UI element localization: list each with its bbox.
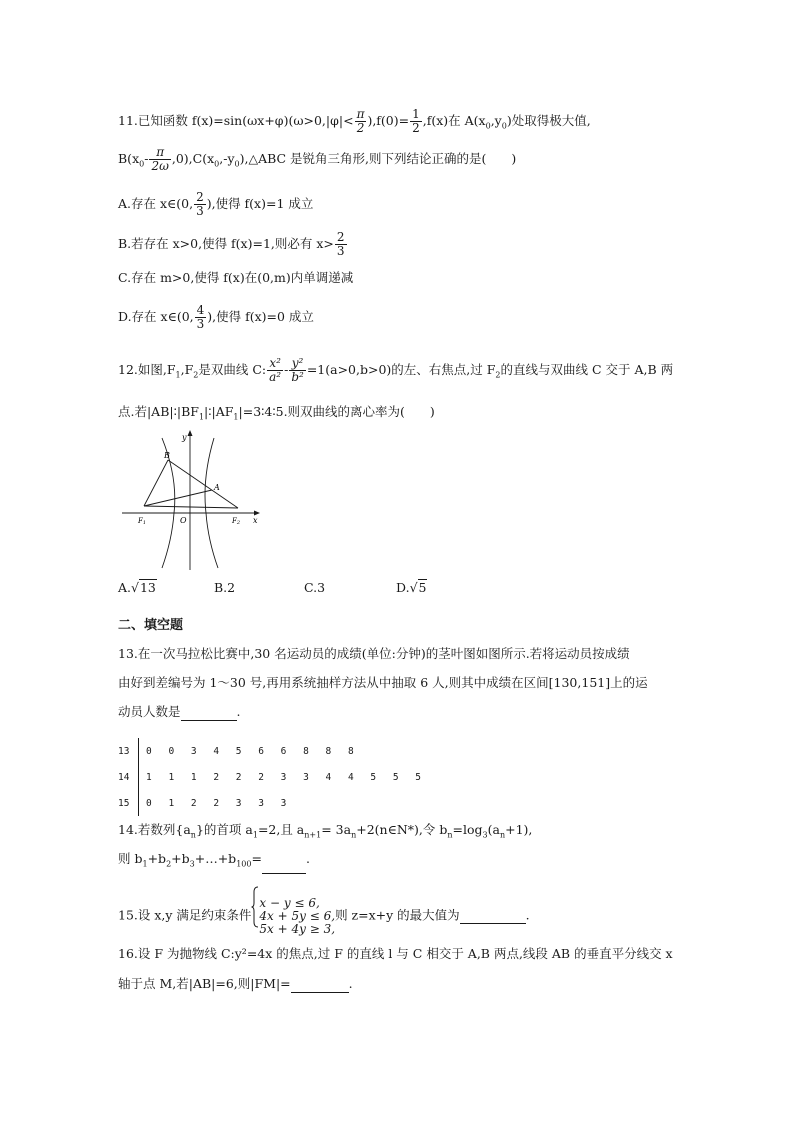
answer-blank[interactable] <box>262 859 306 874</box>
q16-line1: 16.设 F 为抛物线 C:y²=4x 的焦点,过 F 的直线 l 与 C 相交于 A,B 两点,线段 AB 的垂直平分线交 x <box>118 946 673 961</box>
fraction-2-over-3: $\frac{2}{3}$ <box>196 190 204 218</box>
table-row <box>118 790 427 816</box>
q12-option-b[interactable]: B.2 <box>214 580 236 595</box>
label-a: A <box>214 483 220 492</box>
stem-leaf-plot <box>118 738 427 816</box>
sqrt-icon: √13 <box>131 580 156 595</box>
x-axis-arrow-icon <box>254 511 260 516</box>
label-b: B <box>164 451 170 460</box>
fraction-y2-b2: $\frac{\text{y²}}{\text{b²}}$ <box>291 356 304 384</box>
q14-line1: 14.若数列$\{a_n\}$的首项 $a_1=2$,且 $a_{n+1}=$ $3a_n+2(n\in N*)$,令 $b_n=\log_3(a_n+1)$, <box>118 822 533 840</box>
q11-option-a[interactable]: A.存在 x∈(0, $\frac{2}{3}$ ),使得 f(x)=1 成立 <box>118 190 314 218</box>
fraction-pi-over-2w: $\frac{\pi}{2\omega}$ <box>151 145 169 173</box>
q11-line1: 11.已知函数 f(x)=sin(ωx+φ)(ω>0,|φ|< $\frac{\pi}{2}$ ),f(0)= $\frac{1}{2}$ ,f(x)在 $A(x_0,y_0)$处取得极大值, <box>118 107 591 135</box>
fraction-pi-over-2: $\frac{\pi}{2}$ <box>356 107 365 135</box>
label-f1: F1 <box>138 517 147 526</box>
fraction-2-over-3: $\frac{2}{3}$ <box>336 230 345 258</box>
segment-b-f2 <box>168 460 238 508</box>
hyperbola-right-branch <box>205 438 218 568</box>
answer-blank[interactable] <box>181 706 237 721</box>
q12-line2: 点.若$|AB|∶|BF_1|∶|AF_1|=3∶4∶5$.则双曲线的离心率为( ) <box>118 404 435 422</box>
segment-f1-b <box>144 460 168 506</box>
label-o: O <box>180 516 187 525</box>
table-row <box>118 738 427 764</box>
hyperbola-figure <box>118 428 268 573</box>
answer-blank[interactable] <box>460 909 526 924</box>
label-f2: F2 <box>232 517 241 526</box>
table-row <box>118 764 427 790</box>
q12-option-a[interactable]: A.√13 <box>118 580 156 595</box>
q15-line: 15.设 x,y 满足约束条件 x − y ≤ 6, 4x + 5y ≤ 6, 5x + 4y ≥ 3, 则 z=x+y 的最大值为 . <box>118 886 530 946</box>
q12-line1: 12.如图$,F_1,F_2$是双曲线 C: $\frac{\text{x²}}{\text{a²}}$ - $\frac{\text{y²}}{\text{b²}}$ =1(a>0,b>0)的左、右焦点,过 $F_2$的直线与双曲线 C 交于 A,B 两 <box>118 356 674 384</box>
segment-f1-f2 <box>144 506 238 508</box>
stem-value: 13 <box>118 738 139 764</box>
y-axis-arrow-icon <box>188 430 193 436</box>
sqrt-icon: √5 <box>409 580 427 595</box>
label-y: y <box>182 433 187 442</box>
q13-line1: 13.在一次马拉松比赛中,30 名运动员的成绩(单位:分钟)的茎叶图如图所示.若将运动员按成绩 <box>118 646 630 661</box>
fraction-4-over-3: $\frac{4}{3}$ <box>196 303 205 331</box>
q11-text: 11.已知函数 f(x)=sin(ωx+φ)(ω>0,|φ|< <box>118 113 354 128</box>
q11-option-c[interactable]: C.存在 m>0,使得 f(x)在(0,m)内单调递减 <box>118 270 354 285</box>
stem-value: 14 <box>118 764 139 790</box>
segment-f1-a <box>144 490 212 506</box>
constraint-system: x − y ≤ 6, 4x + 5y ≤ 6, 5x + 4y ≥ 3, <box>259 895 336 936</box>
q11-option-b[interactable]: B.若存在 x>0,使得 f(x)=1,则必有 x> $\frac{2}{3}$ <box>118 230 345 258</box>
q11-option-d[interactable]: D.存在 x∈(0, $\frac{4}{3}$ ),使得 f(x)=0 成立 <box>118 303 314 331</box>
leaf-values: 0 1 2 2 3 3 3 <box>146 797 292 809</box>
label-x: x <box>253 516 258 525</box>
leaf-values: 0 0 3 4 5 6 6 8 8 8 <box>146 745 360 757</box>
q12-option-c[interactable]: C.3 <box>304 580 326 595</box>
q13-line2: 由好到差编号为 1～30 号,再用系统抽样方法从中抽取 6 人,则其中成绩在区间[130,151]上的运 <box>118 675 648 690</box>
answer-blank[interactable] <box>291 978 349 993</box>
q11-line2: $B(x_0-$ $\frac{\pi}{2\omega}$ $,0),C(x_0,-y_0),\triangle ABC$ 是锐角三角形,则下列结论正确的是( ) <box>118 145 517 173</box>
q13-line3: 动员人数是 . <box>118 704 241 719</box>
stem-value: 15 <box>118 790 139 816</box>
q14-line2: 则 $b_1+b_2+b_3+\dots+b_{100}=$ . <box>118 850 310 874</box>
fraction-x2-a2: $\frac{\text{x²}}{\text{a²}}$ <box>269 356 282 384</box>
fraction-1-over-2: $\frac{1}{2}$ <box>412 107 420 135</box>
q16-line2: 轴于点 M,若|AB|=6,则|FM|= . <box>118 976 353 991</box>
section-title: 二、填空题 <box>118 618 184 633</box>
leaf-values: 1 1 1 2 2 2 3 3 4 4 5 5 5 <box>146 771 427 783</box>
q12-option-d[interactable]: D.√5 <box>396 580 427 595</box>
